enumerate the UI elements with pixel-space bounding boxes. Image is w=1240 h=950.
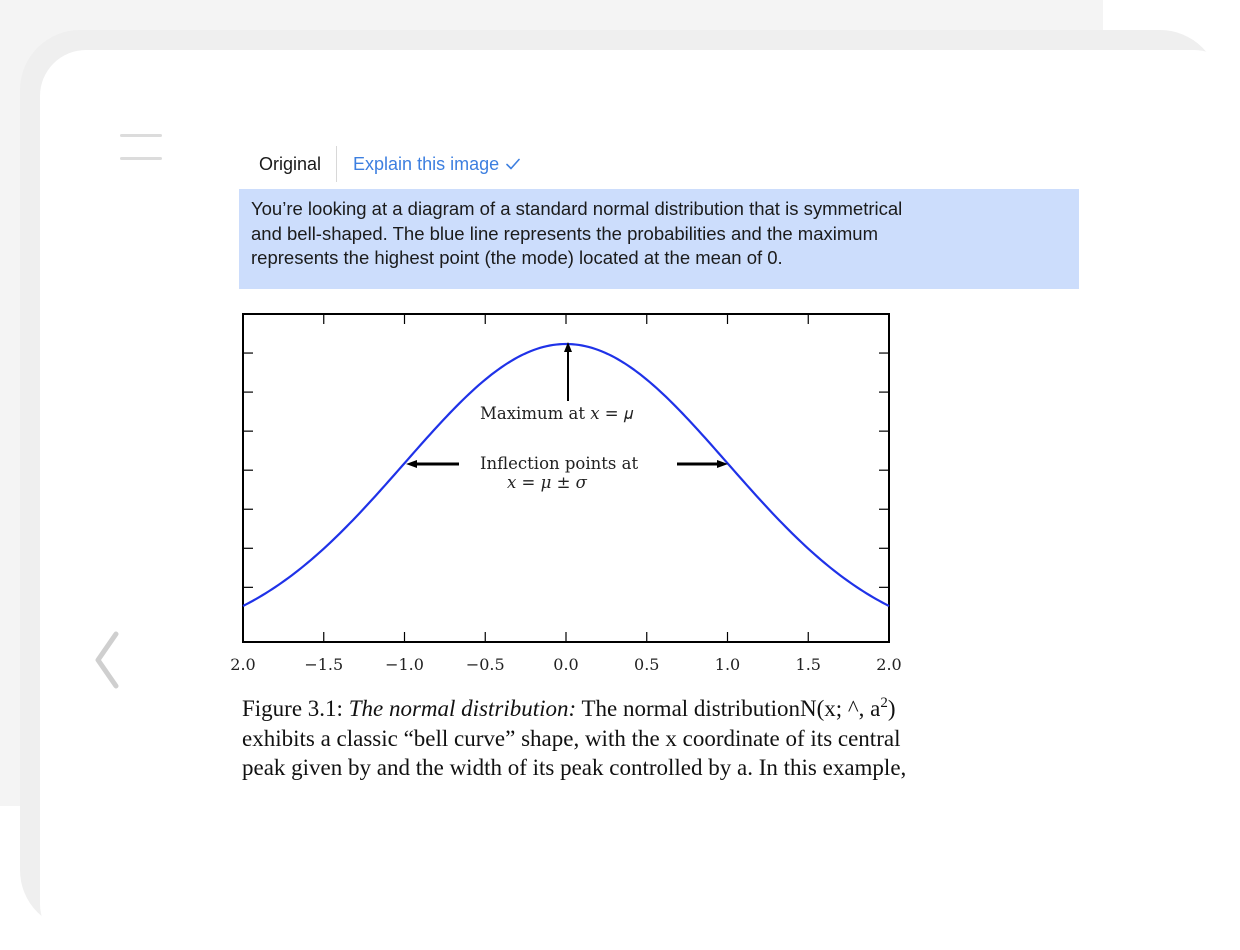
- figure-caption: [242, 694, 1122, 783]
- caption-line-3: peak given by and the width of its peak controlled by a. In this example,: [242, 755, 907, 780]
- normal-distribution-figure: [230, 310, 909, 680]
- view-tabs: [259, 146, 520, 182]
- caption-title: The normal distribution:: [348, 696, 577, 721]
- chevron-left-icon: [86, 628, 126, 692]
- explanation-line-1: You’re looking at a diagram of a standard normal distribution that is symmetrical: [251, 198, 903, 219]
- explanation-box: [239, 189, 1079, 289]
- explanation-line-3: represents the highest point (the mode) located at the mean of 0.: [251, 247, 783, 268]
- tab-explain-label: Explain this image: [353, 153, 500, 174]
- x-tick-label-2: −1.0: [385, 655, 424, 674]
- caption-superscript: 2: [880, 695, 888, 711]
- caption-text-1: The normal distributionN(x; ^, a: [576, 696, 881, 721]
- x-tick-label-8: 2.0: [876, 655, 902, 674]
- back-button[interactable]: [86, 628, 126, 692]
- menu-button[interactable]: [120, 134, 162, 164]
- inflection-annotation-line-2: 𝑥 = 𝜇 ± 𝜎: [507, 473, 587, 492]
- tab-explain-image[interactable]: [337, 154, 520, 175]
- explanation-line-2: and bell-shaped. The blue line represents the probabilities and the maximum: [251, 222, 878, 244]
- x-tick-label-5: 0.5: [634, 655, 660, 674]
- x-axis-tick-labels: [230, 655, 901, 674]
- caption-close: ): [887, 696, 896, 721]
- tab-original[interactable]: Original: [259, 153, 322, 174]
- x-tick-label-1: −1.5: [304, 655, 344, 674]
- check-icon: [506, 158, 520, 170]
- normal-distribution-chart: [230, 310, 909, 680]
- x-tick-label-7: 1.5: [795, 655, 821, 674]
- caption-line-1: [242, 694, 1122, 724]
- caption-label: Figure 3.1:: [242, 696, 349, 721]
- x-tick-label-3: −0.5: [465, 655, 505, 674]
- maximum-annotation: Maximum at 𝑥 = 𝜇: [480, 404, 633, 423]
- x-tick-label-4: 0.0: [553, 655, 579, 674]
- inflection-annotation-line-1: Inflection points at: [480, 454, 639, 473]
- x-tick-label-6: 1.0: [714, 655, 741, 674]
- caption-line-2: exhibits a classic “bell curve” shape, with the x coordinate of its central: [242, 725, 901, 751]
- menu-icon: [120, 134, 162, 137]
- x-tick-label-0: 2.0: [230, 655, 256, 674]
